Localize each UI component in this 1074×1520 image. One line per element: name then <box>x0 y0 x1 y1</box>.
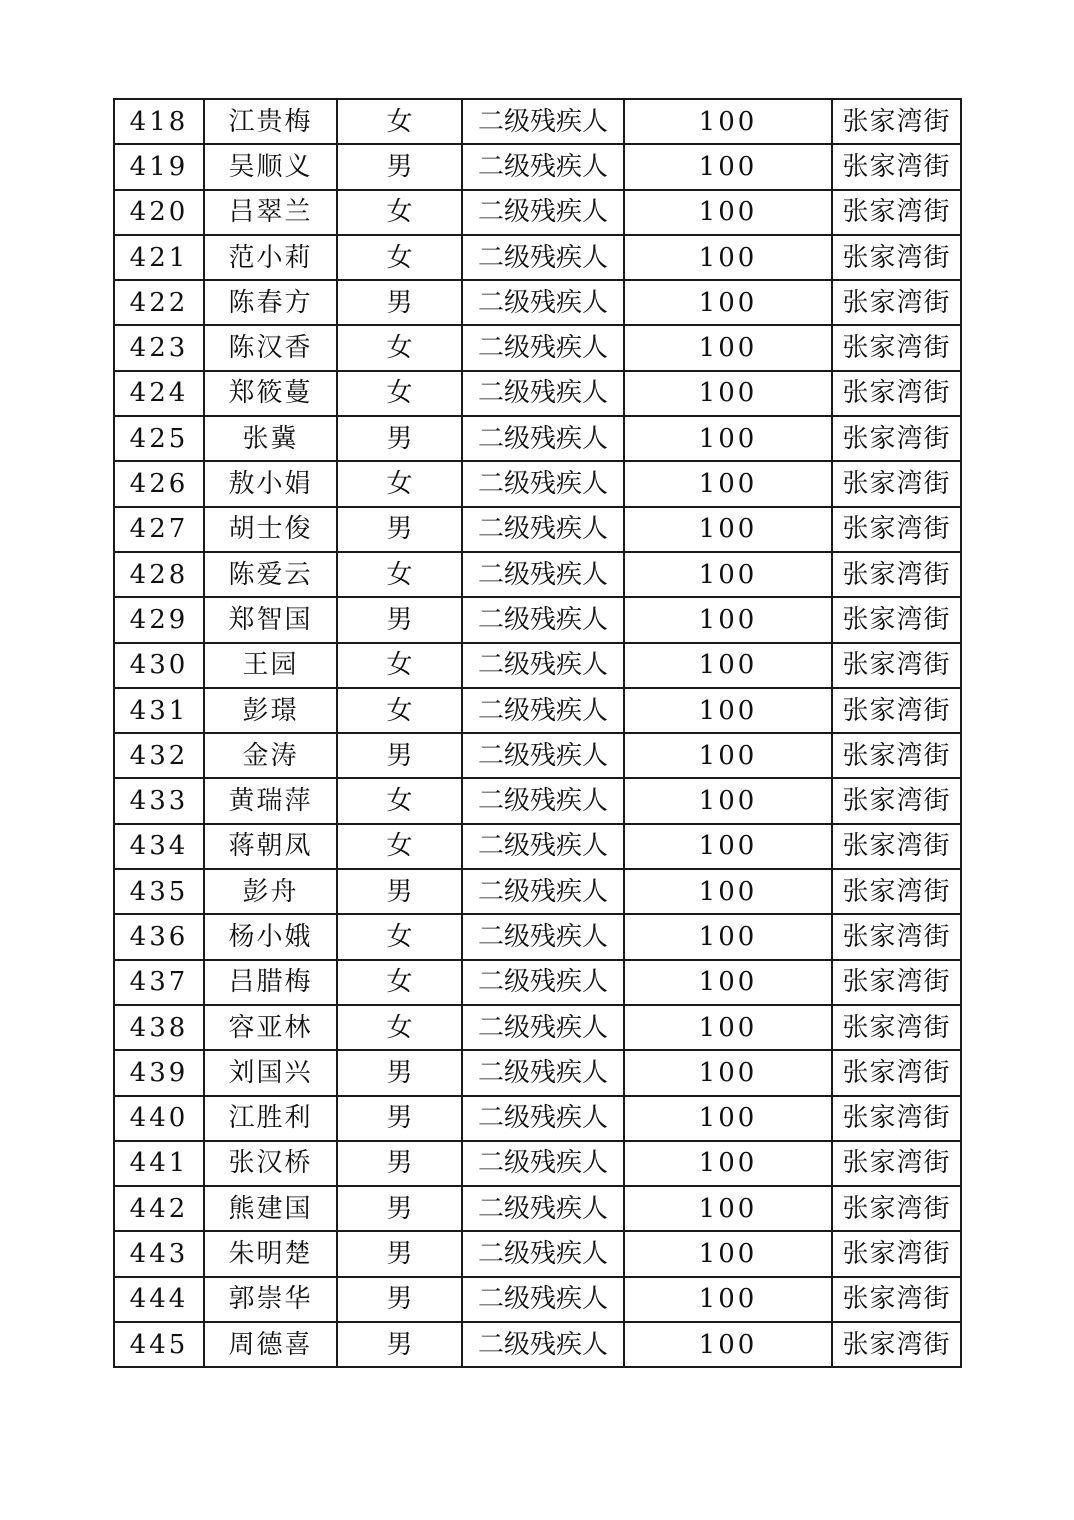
amount-cell: 100 <box>624 1141 832 1186</box>
street-cell: 张家湾街 <box>832 552 961 597</box>
table-row <box>114 371 961 416</box>
serial-number-cell: 433 <box>114 778 204 823</box>
table-row <box>114 461 961 506</box>
amount-cell: 100 <box>624 688 832 733</box>
street-cell: 张家湾街 <box>832 914 961 959</box>
person-name-cell: 郑智国 <box>204 597 337 642</box>
table-row <box>114 280 961 325</box>
disability-level-cell: 二级残疾人 <box>462 688 624 733</box>
disability-level-cell: 二级残疾人 <box>462 1186 624 1231</box>
gender-cell: 女 <box>337 99 462 144</box>
street-cell: 张家湾街 <box>832 1005 961 1050</box>
person-name-cell: 吴顺义 <box>204 144 337 189</box>
table-row <box>114 99 961 144</box>
person-name-cell: 范小莉 <box>204 235 337 280</box>
amount-cell: 100 <box>624 733 832 778</box>
disability-level-cell: 二级残疾人 <box>462 1231 624 1276</box>
street-cell: 张家湾街 <box>832 869 961 914</box>
street-cell: 张家湾街 <box>832 1322 961 1367</box>
street-cell: 张家湾街 <box>832 1277 961 1322</box>
gender-cell: 男 <box>337 869 462 914</box>
disability-level-cell: 二级残疾人 <box>462 597 624 642</box>
serial-number-cell: 443 <box>114 1231 204 1276</box>
table-row <box>114 144 961 189</box>
serial-number-cell: 429 <box>114 597 204 642</box>
amount-cell: 100 <box>624 643 832 688</box>
person-name-cell: 吕翠兰 <box>204 190 337 235</box>
gender-cell: 女 <box>337 688 462 733</box>
disability-level-cell: 二级残疾人 <box>462 325 624 370</box>
disability-level-cell: 二级残疾人 <box>462 507 624 552</box>
amount-cell: 100 <box>624 416 832 461</box>
street-cell: 张家湾街 <box>832 733 961 778</box>
disability-level-cell: 二级残疾人 <box>462 824 624 869</box>
street-cell: 张家湾街 <box>832 416 961 461</box>
person-name-cell: 朱明楚 <box>204 1231 337 1276</box>
serial-number-cell: 423 <box>114 325 204 370</box>
gender-cell: 男 <box>337 507 462 552</box>
street-cell: 张家湾街 <box>832 99 961 144</box>
amount-cell: 100 <box>624 280 832 325</box>
table-row <box>114 507 961 552</box>
amount-cell: 100 <box>624 190 832 235</box>
table-row <box>114 416 961 461</box>
gender-cell: 男 <box>337 280 462 325</box>
gender-cell: 女 <box>337 778 462 823</box>
table-row <box>114 778 961 823</box>
person-name-cell: 容亚林 <box>204 1005 337 1050</box>
serial-number-cell: 428 <box>114 552 204 597</box>
street-cell: 张家湾街 <box>832 960 961 1005</box>
amount-cell: 100 <box>624 99 832 144</box>
disability-level-cell: 二级残疾人 <box>462 552 624 597</box>
person-name-cell: 江胜利 <box>204 1096 337 1141</box>
amount-cell: 100 <box>624 461 832 506</box>
amount-cell: 100 <box>624 1005 832 1050</box>
amount-cell: 100 <box>624 371 832 416</box>
disability-level-cell: 二级残疾人 <box>462 914 624 959</box>
table-row <box>114 552 961 597</box>
person-name-cell: 江贵梅 <box>204 99 337 144</box>
street-cell: 张家湾街 <box>832 190 961 235</box>
table-row <box>114 1050 961 1095</box>
amount-cell: 100 <box>624 960 832 1005</box>
table-row <box>114 643 961 688</box>
disability-level-cell: 二级残疾人 <box>462 416 624 461</box>
street-cell: 张家湾街 <box>832 280 961 325</box>
table-row <box>114 190 961 235</box>
street-cell: 张家湾街 <box>832 325 961 370</box>
serial-number-cell: 432 <box>114 733 204 778</box>
street-cell: 张家湾街 <box>832 1096 961 1141</box>
table-row <box>114 1141 961 1186</box>
person-name-cell: 胡士俊 <box>204 507 337 552</box>
gender-cell: 女 <box>337 824 462 869</box>
disability-level-cell: 二级残疾人 <box>462 461 624 506</box>
person-name-cell: 杨小娥 <box>204 914 337 959</box>
roster-table-body <box>114 99 961 1367</box>
street-cell: 张家湾街 <box>832 144 961 189</box>
roster-table <box>113 98 962 1368</box>
serial-number-cell: 436 <box>114 914 204 959</box>
street-cell: 张家湾街 <box>832 778 961 823</box>
serial-number-cell: 419 <box>114 144 204 189</box>
gender-cell: 男 <box>337 1231 462 1276</box>
person-name-cell: 刘国兴 <box>204 1050 337 1095</box>
amount-cell: 100 <box>624 1050 832 1095</box>
serial-number-cell: 437 <box>114 960 204 1005</box>
street-cell: 张家湾街 <box>832 1231 961 1276</box>
disability-level-cell: 二级残疾人 <box>462 1277 624 1322</box>
gender-cell: 女 <box>337 325 462 370</box>
disability-level-cell: 二级残疾人 <box>462 1005 624 1050</box>
serial-number-cell: 444 <box>114 1277 204 1322</box>
person-name-cell: 陈爱云 <box>204 552 337 597</box>
serial-number-cell: 426 <box>114 461 204 506</box>
gender-cell: 女 <box>337 190 462 235</box>
table-row <box>114 325 961 370</box>
street-cell: 张家湾街 <box>832 1186 961 1231</box>
person-name-cell: 吕腊梅 <box>204 960 337 1005</box>
street-cell: 张家湾街 <box>832 235 961 280</box>
gender-cell: 女 <box>337 1005 462 1050</box>
table-row <box>114 1096 961 1141</box>
gender-cell: 男 <box>337 1322 462 1367</box>
table-row <box>114 1005 961 1050</box>
gender-cell: 女 <box>337 643 462 688</box>
gender-cell: 男 <box>337 1186 462 1231</box>
amount-cell: 100 <box>624 552 832 597</box>
table-row <box>114 824 961 869</box>
serial-number-cell: 442 <box>114 1186 204 1231</box>
person-name-cell: 张汉桥 <box>204 1141 337 1186</box>
serial-number-cell: 420 <box>114 190 204 235</box>
serial-number-cell: 438 <box>114 1005 204 1050</box>
amount-cell: 100 <box>624 597 832 642</box>
serial-number-cell: 445 <box>114 1322 204 1367</box>
serial-number-cell: 430 <box>114 643 204 688</box>
table-row <box>114 960 961 1005</box>
serial-number-cell: 424 <box>114 371 204 416</box>
disability-level-cell: 二级残疾人 <box>462 778 624 823</box>
amount-cell: 100 <box>624 1322 832 1367</box>
disability-level-cell: 二级残疾人 <box>462 190 624 235</box>
gender-cell: 女 <box>337 960 462 1005</box>
street-cell: 张家湾街 <box>832 688 961 733</box>
person-name-cell: 熊建国 <box>204 1186 337 1231</box>
gender-cell: 男 <box>337 1050 462 1095</box>
gender-cell: 男 <box>337 1096 462 1141</box>
table-row <box>114 688 961 733</box>
disability-level-cell: 二级残疾人 <box>462 371 624 416</box>
person-name-cell: 金涛 <box>204 733 337 778</box>
street-cell: 张家湾街 <box>832 1050 961 1095</box>
gender-cell: 女 <box>337 371 462 416</box>
disability-level-cell: 二级残疾人 <box>462 1141 624 1186</box>
table-row <box>114 914 961 959</box>
gender-cell: 女 <box>337 235 462 280</box>
amount-cell: 100 <box>624 507 832 552</box>
table-row <box>114 1322 961 1367</box>
gender-cell: 女 <box>337 552 462 597</box>
person-name-cell: 陈汉香 <box>204 325 337 370</box>
street-cell: 张家湾街 <box>832 1141 961 1186</box>
person-name-cell: 敖小娟 <box>204 461 337 506</box>
street-cell: 张家湾街 <box>832 371 961 416</box>
table-row <box>114 869 961 914</box>
gender-cell: 女 <box>337 461 462 506</box>
amount-cell: 100 <box>624 1096 832 1141</box>
disability-level-cell: 二级残疾人 <box>462 869 624 914</box>
amount-cell: 100 <box>624 778 832 823</box>
amount-cell: 100 <box>624 1186 832 1231</box>
person-name-cell: 蒋朝凤 <box>204 824 337 869</box>
street-cell: 张家湾街 <box>832 824 961 869</box>
person-name-cell: 张冀 <box>204 416 337 461</box>
street-cell: 张家湾街 <box>832 597 961 642</box>
serial-number-cell: 434 <box>114 824 204 869</box>
disability-level-cell: 二级残疾人 <box>462 235 624 280</box>
gender-cell: 男 <box>337 144 462 189</box>
amount-cell: 100 <box>624 824 832 869</box>
table-row <box>114 733 961 778</box>
serial-number-cell: 425 <box>114 416 204 461</box>
serial-number-cell: 422 <box>114 280 204 325</box>
street-cell: 张家湾街 <box>832 461 961 506</box>
serial-number-cell: 427 <box>114 507 204 552</box>
amount-cell: 100 <box>624 1277 832 1322</box>
serial-number-cell: 435 <box>114 869 204 914</box>
serial-number-cell: 439 <box>114 1050 204 1095</box>
disability-level-cell: 二级残疾人 <box>462 99 624 144</box>
gender-cell: 男 <box>337 597 462 642</box>
disability-level-cell: 二级残疾人 <box>462 1096 624 1141</box>
disability-level-cell: 二级残疾人 <box>462 960 624 1005</box>
person-name-cell: 郭崇华 <box>204 1277 337 1322</box>
person-name-cell: 彭舟 <box>204 869 337 914</box>
gender-cell: 男 <box>337 1141 462 1186</box>
amount-cell: 100 <box>624 914 832 959</box>
street-cell: 张家湾街 <box>832 643 961 688</box>
amount-cell: 100 <box>624 144 832 189</box>
amount-cell: 100 <box>624 235 832 280</box>
serial-number-cell: 421 <box>114 235 204 280</box>
disability-level-cell: 二级残疾人 <box>462 280 624 325</box>
disability-level-cell: 二级残疾人 <box>462 1050 624 1095</box>
serial-number-cell: 431 <box>114 688 204 733</box>
serial-number-cell: 418 <box>114 99 204 144</box>
disability-level-cell: 二级残疾人 <box>462 643 624 688</box>
table-row <box>114 1186 961 1231</box>
table-row <box>114 597 961 642</box>
gender-cell: 男 <box>337 733 462 778</box>
gender-cell: 男 <box>337 1277 462 1322</box>
table-row <box>114 1231 961 1276</box>
disability-level-cell: 二级残疾人 <box>462 144 624 189</box>
person-name-cell: 彭璟 <box>204 688 337 733</box>
amount-cell: 100 <box>624 1231 832 1276</box>
amount-cell: 100 <box>624 325 832 370</box>
gender-cell: 男 <box>337 416 462 461</box>
street-cell: 张家湾街 <box>832 507 961 552</box>
disability-level-cell: 二级残疾人 <box>462 733 624 778</box>
serial-number-cell: 440 <box>114 1096 204 1141</box>
person-name-cell: 王园 <box>204 643 337 688</box>
table-row <box>114 1277 961 1322</box>
person-name-cell: 黄瑞萍 <box>204 778 337 823</box>
amount-cell: 100 <box>624 869 832 914</box>
disability-level-cell: 二级残疾人 <box>462 1322 624 1367</box>
serial-number-cell: 441 <box>114 1141 204 1186</box>
person-name-cell: 陈春方 <box>204 280 337 325</box>
person-name-cell: 郑筱蔓 <box>204 371 337 416</box>
gender-cell: 女 <box>337 914 462 959</box>
table-row <box>114 235 961 280</box>
person-name-cell: 周德喜 <box>204 1322 337 1367</box>
